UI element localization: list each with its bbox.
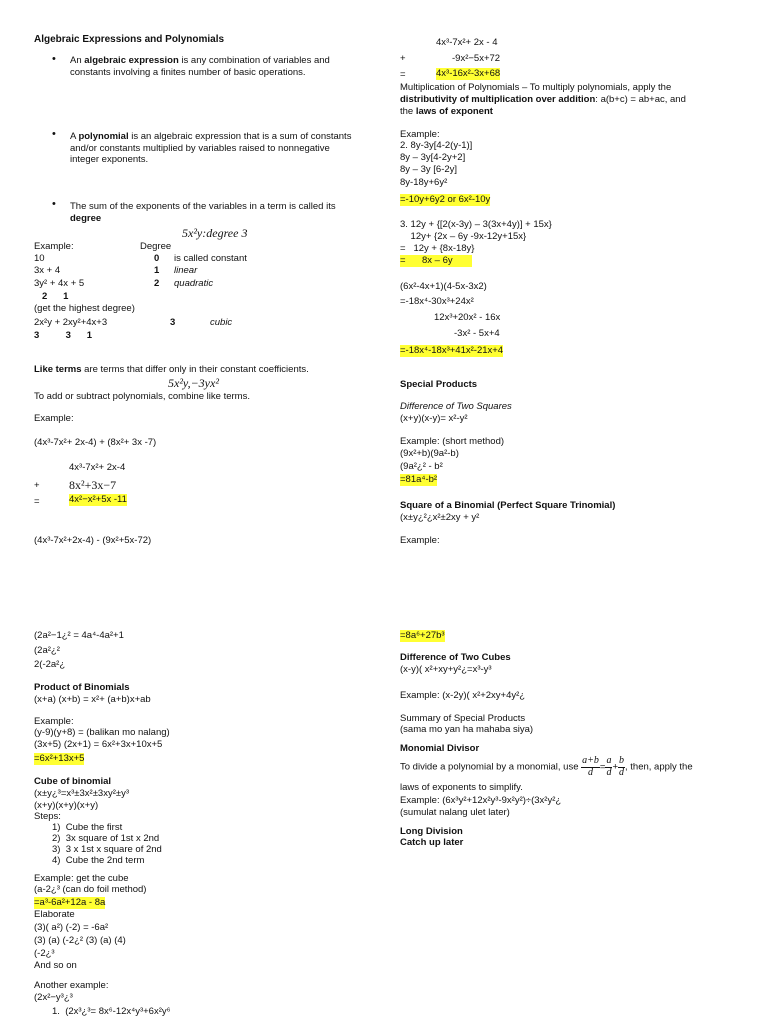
deg-row-desc: linear	[174, 265, 198, 276]
square-binomial-formula: (x±y¿²¿x²±2xy + y²	[400, 512, 480, 523]
e2-line: 8y-18y+6y²	[400, 177, 448, 188]
e2-result: =-10y+6y2 or 6x²-10y	[400, 194, 491, 205]
e2-line: 8y – 3y [6-2y]	[400, 164, 458, 175]
deg-row-expr: 3x + 4	[34, 265, 61, 276]
ds-line-2: (9a²¿² - b²	[400, 461, 443, 472]
diff-squares-title: Difference of Two Squares	[400, 401, 512, 412]
square-binomial-title: Square of a Binomial (Perfect Square Trinomial)	[400, 500, 616, 511]
e4-line: (6x²-4x+1)(4-5x-3x2)	[400, 281, 487, 292]
bullet-dot: •	[52, 53, 56, 65]
sub-line-2: -9x²−5x+72	[452, 53, 501, 64]
e4-line: 12x³+20x² - 16x	[434, 312, 501, 323]
ds-example: Example: (short method)	[400, 436, 505, 447]
sub-op: +	[400, 53, 406, 64]
cubic-desc: cubic	[210, 317, 233, 328]
add-line-1: 4x³-7x²+ 2x-4	[69, 462, 126, 473]
sub-eq: =	[400, 69, 406, 80]
monomial-rule-2: laws of exponents to simplify.	[400, 782, 523, 793]
deg-row-desc: quadratic	[174, 278, 214, 289]
special-products-title: Special Products	[400, 379, 478, 390]
degree-header: Degree	[140, 241, 172, 252]
example-label: Example:	[34, 716, 74, 727]
sq-example: Example:	[400, 535, 440, 546]
step-item: 3) 3 x 1st x square of 2nd	[52, 844, 162, 855]
add-line-2: 8x²+3x−7	[69, 478, 117, 492]
another-line-1: 1. (2x³¿³= 8x⁶-12x⁴y³+6x²y⁶	[52, 1006, 171, 1017]
add-equals: =	[34, 496, 40, 507]
deg-row-expr: 3y² + 4x + 5	[34, 278, 85, 289]
add-plus: +	[34, 480, 40, 491]
fraction: $\frac{a+b}{d}$	[582, 755, 599, 778]
e2-line: 2. 8y-3y[4-2(y-1)]	[400, 140, 473, 151]
degree-formula: 5x²y:degree 3	[182, 226, 248, 240]
bullet-polynomial: A polynomial is an algebraic expression that is a sum of constants and/or constants multiplied by variables raised to nonnegative integer exponents.	[70, 131, 352, 166]
mult-distributivity: distributivity of multiplication over addition: a(b+c) = ab+ac, and	[400, 94, 686, 105]
square-line-2: (2a²¿²	[34, 645, 60, 656]
e3-line: 3. 12y + {[2(x-3y) – 3(3x+4y)] + 15x}	[400, 219, 552, 230]
e4-line: =-18x⁴-30x³+24x²	[400, 296, 474, 307]
bullet-algebraic-expression: An algebraic expression is any combination of variables and constants involving a finites number of basic operations.	[70, 55, 330, 78]
product-binomials-formula: (x+a) (x+b) = x²+ (a+b)x+ab	[34, 694, 151, 705]
deg-row-expr: 10	[34, 253, 45, 264]
steps-label: Steps:	[34, 811, 61, 822]
doc-title: Algebraic Expressions and Polynomials	[34, 34, 225, 45]
bullet-dot: •	[52, 198, 56, 210]
monomial-divisor-title: Monomial Divisor	[400, 743, 480, 754]
elaborate-line-3: (-2¿³	[34, 948, 55, 959]
pb-line-1: (y-9)(y+8) = (balikan mo nalang)	[34, 727, 170, 738]
square-line-1: (2a²−1¿² = 4a⁴-4a²+1	[34, 630, 124, 641]
e2-line: 8y – 3y[4-2y+2]	[400, 152, 466, 163]
sub-line-1: 4x³-7x²+ 2x - 4	[436, 37, 498, 48]
add-problem: (4x³-7x²+ 2x-4) + (8x²+ 3x -7)	[34, 437, 157, 448]
add-sub-rule: To add or subtract polynomials, combine like terms.	[34, 391, 250, 402]
example-label: Example:	[34, 241, 74, 252]
e3-eq: =	[400, 255, 472, 267]
sub-result: 4x³-16x²-3x+68	[436, 68, 501, 79]
example-label: Example:	[34, 413, 74, 424]
e4-line: -3x² - 5x+4	[454, 328, 500, 339]
monomial-example: Example: (6x³y²+12x²y³-9x²y²)÷(3x²y²¿	[400, 795, 562, 806]
catch-up-note: Catch up later	[400, 837, 464, 848]
ds-result: =81a⁴-b²	[400, 474, 438, 485]
elaborate-line-1: (3)( a²) (-2) = -6a²	[34, 922, 109, 933]
add-result: 4x²−x²+5x -11	[69, 494, 127, 505]
ds-line-1: (9x²+b)(9a²-b)	[400, 448, 459, 459]
bullet-degree: The sum of the exponents of the variables in a term is called its degree	[70, 201, 336, 224]
diff-squares-formula: (x+y)(x-y)= x²-y²	[400, 413, 468, 424]
cube-example-2: (a-2¿³ (can do foil method)	[34, 884, 147, 895]
diff-cubes-title: Difference of Two Cubes	[400, 652, 511, 663]
deg-row-deg: 2	[154, 278, 160, 289]
fraction: $\frac{a}{d}$	[606, 755, 612, 778]
diff-cubes-formula: (x-y)( x²+xy+y²¿=x³-y³	[400, 664, 492, 675]
cubic-expr: 2x²y + 2xy²+4x+3	[34, 317, 108, 328]
step-item: 4) Cube the 2nd term	[52, 855, 145, 866]
summary-title: Summary of Special Products	[400, 713, 526, 724]
cube-result: =a³-6a²+12a - 8a	[34, 897, 106, 908]
cube-example: Example: get the cube	[34, 873, 129, 884]
sub-problem: (4x³-7x²+2x-4) - (9x²+5x-72)	[34, 535, 152, 546]
deg-sub-values: 2 1	[42, 291, 69, 302]
cube-expand: (x+y)(x+y)(x+y)	[34, 800, 99, 811]
step-item: 2) 3x square of 1st x 2nd	[52, 833, 160, 844]
monomial-note: (sumulat nalang ulet later)	[400, 807, 510, 818]
step-item: 1) Cube the first	[52, 822, 123, 833]
product-binomials-title: Product of Binomials	[34, 682, 130, 693]
fraction: $\frac{b}{d}$	[619, 755, 624, 778]
e3-line: 12y+ {2x – 6y -9x-12y+15x}	[400, 231, 527, 242]
e4-result: =-18x⁴-18x³+41x²-21x+4	[400, 345, 504, 356]
long-division-title: Long Division	[400, 826, 463, 837]
square-line-3: 2(-2a²¿	[34, 659, 66, 670]
pb-line-2: (3x+5) (2x+1) = 6x²+3x+10x+5	[34, 739, 163, 750]
mult-laws: the laws of exponent	[400, 106, 493, 117]
e3-line: = 12y + {8x-18y}	[400, 243, 475, 254]
e3-result: 8x – 6y	[422, 255, 453, 266]
summary-note: (sama mo yan ha mahaba siya)	[400, 724, 534, 735]
cube-sum-result: =8a⁶+27b³	[400, 630, 445, 641]
like-terms-def: Like terms are terms that differ only in their constant coefficients.	[34, 364, 309, 375]
and-so-on: And so on	[34, 960, 77, 971]
another-expr: (2x²−y³¿³	[34, 992, 73, 1003]
cubic-sub-values: 3 3 1	[34, 330, 93, 341]
pb-result: =6x²+13x+5	[34, 753, 85, 764]
monomial-rule: To divide a polynomial by a monomial, use $\frac{a+b}{d}$ = $\frac{a}{d}$ + $\frac{b}{d}$ , then, apply the	[400, 755, 693, 778]
bullet-dot: •	[52, 128, 56, 140]
cube-binomial-formula: (x±y¿³=x³±3x²±3xy²±y³	[34, 788, 130, 799]
deg-row-deg: 1	[154, 265, 160, 276]
dc-example: Example: (x-2y)( x²+2xy+4y²¿	[400, 690, 526, 701]
cube-binomial-title: Cube of binomial	[34, 776, 112, 787]
highest-note: (get the highest degree)	[34, 303, 135, 314]
deg-row-desc: is called constant	[174, 253, 247, 264]
deg-row-deg: 0	[154, 253, 160, 264]
like-terms-example: 5x²y,−3yx²	[168, 376, 219, 390]
mult-intro: Multiplication of Polynomials – To multiply polynomials, apply the	[400, 82, 672, 93]
elaborate-label: Elaborate	[34, 909, 75, 920]
cubic-degree: 3	[170, 317, 176, 328]
elaborate-line-2: (3) (a) (-2¿² (3) (a) (4)	[34, 935, 126, 946]
example-label: Example:	[400, 129, 440, 140]
another-example: Another example:	[34, 980, 109, 991]
